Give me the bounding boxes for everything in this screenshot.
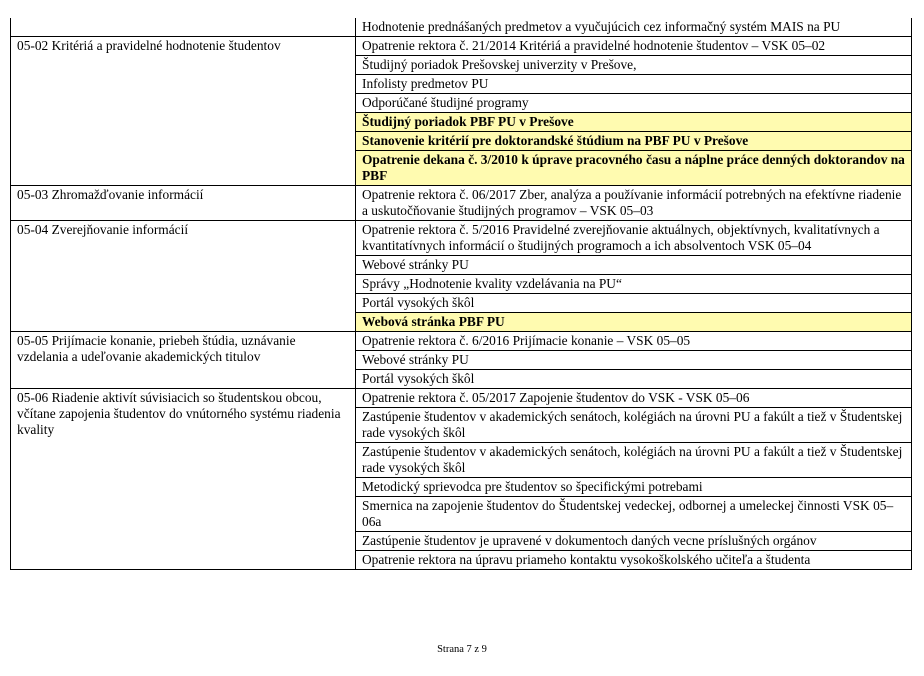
table-row — [11, 332, 912, 351]
document-item: Webové stránky PU — [356, 256, 912, 275]
page-number: Strana 7 z 9 — [437, 644, 487, 655]
table-row — [11, 186, 912, 221]
document-item: Opatrenie rektora č. 21/2014 Kritériá a pravidelné hodnotenie študentov – VSK 05–02 — [356, 37, 912, 56]
highlighted-document-item: Webová stránka PBF PU — [356, 313, 912, 332]
section-title: 05-06 Riadenie aktivít súvisiacich so študentskou obcou, včítane zapojenia študentov do vnútorného systému riadenia kvality — [11, 389, 356, 570]
document-item: Zastúpenie študentov v akademických senátoch, kolégiách na úrovni PU a fakúlt a tiež v Študentskej rade vysokých škôl — [356, 408, 912, 443]
document-item: Opatrenie rektora na úpravu priameho kontaktu vysokoškolského učiteľa a študenta — [356, 551, 912, 570]
document-item: Zastúpenie študentov v akademických senátoch, kolégiách na úrovni PU a fakúlt a tiež v Študentskej rade vysokých škôl — [356, 443, 912, 478]
highlighted-document-item: Študijný poriadok PBF PU v Prešove — [356, 113, 912, 132]
table-row — [11, 18, 912, 37]
table-row — [11, 389, 912, 408]
section-title: 05-05 Prijímacie konanie, priebeh štúdia, uznávanie vzdelania a udeľovanie akademických titulov — [11, 332, 356, 389]
section-title: 05-02 Kritériá a pravidelné hodnotenie študentov — [11, 37, 356, 186]
document-item: Portál vysokých škôl — [356, 370, 912, 389]
highlighted-document-item: Stanovenie kritérií pre doktorandské štúdium na PBF PU v Prešove — [356, 132, 912, 151]
document-item: Opatrenie rektora č. 5/2016 Pravidelné zverejňovanie aktuálnych, objektívnych, kvalitatívnych a kvantitatívnych informácií o študijných programoch a ich absolventoch VSK 05–04 — [356, 221, 912, 256]
document-item: Portál vysokých škôl — [356, 294, 912, 313]
quality-documents-table — [10, 18, 912, 570]
document-item: Odporúčané študijné programy — [356, 94, 912, 113]
section-title: 05-04 Zverejňovanie informácií — [11, 221, 356, 332]
document-item: Zastúpenie študentov je upravené v dokumentoch daných vecne príslušných orgánov — [356, 532, 912, 551]
document-item: Študijný poriadok Prešovskej univerzity v Prešove, — [356, 56, 912, 75]
table-row — [11, 221, 912, 256]
document-item: Opatrenie rektora č. 6/2016 Prijímacie konanie – VSK 05–05 — [356, 332, 912, 351]
document-item: Smernica na zapojenie študentov do Študentskej vedeckej, odbornej a umeleckej činnosti VSK 05–06a — [356, 497, 912, 532]
document-item: Infolisty predmetov PU — [356, 75, 912, 94]
document-item: Metodický sprievodca pre študentov so špecifickými potrebami — [356, 478, 912, 497]
document-item: Webové stránky PU — [356, 351, 912, 370]
document-item: Hodnotenie prednášaných predmetov a vyučujúcich cez informačný systém MAIS na PU — [356, 18, 912, 37]
highlighted-document-item: Opatrenie dekana č. 3/2010 k úprave pracovného času a náplne práce denných doktorandov na PBF — [356, 151, 912, 186]
document-item: Správy „Hodnotenie kvality vzdelávania na PU“ — [356, 275, 912, 294]
section-title — [11, 18, 356, 37]
document-item: Opatrenie rektora č. 06/2017 Zber, analýza a používanie informácií potrebných na efektívne riadenie a uskutočňovanie študijných programov – VSK 05–03 — [356, 186, 912, 221]
section-title: 05-03 Zhromažďovanie informácií — [11, 186, 356, 221]
document-item: Opatrenie rektora č. 05/2017 Zapojenie študentov do VSK - VSK 05–06 — [356, 389, 912, 408]
table-row — [11, 37, 912, 56]
